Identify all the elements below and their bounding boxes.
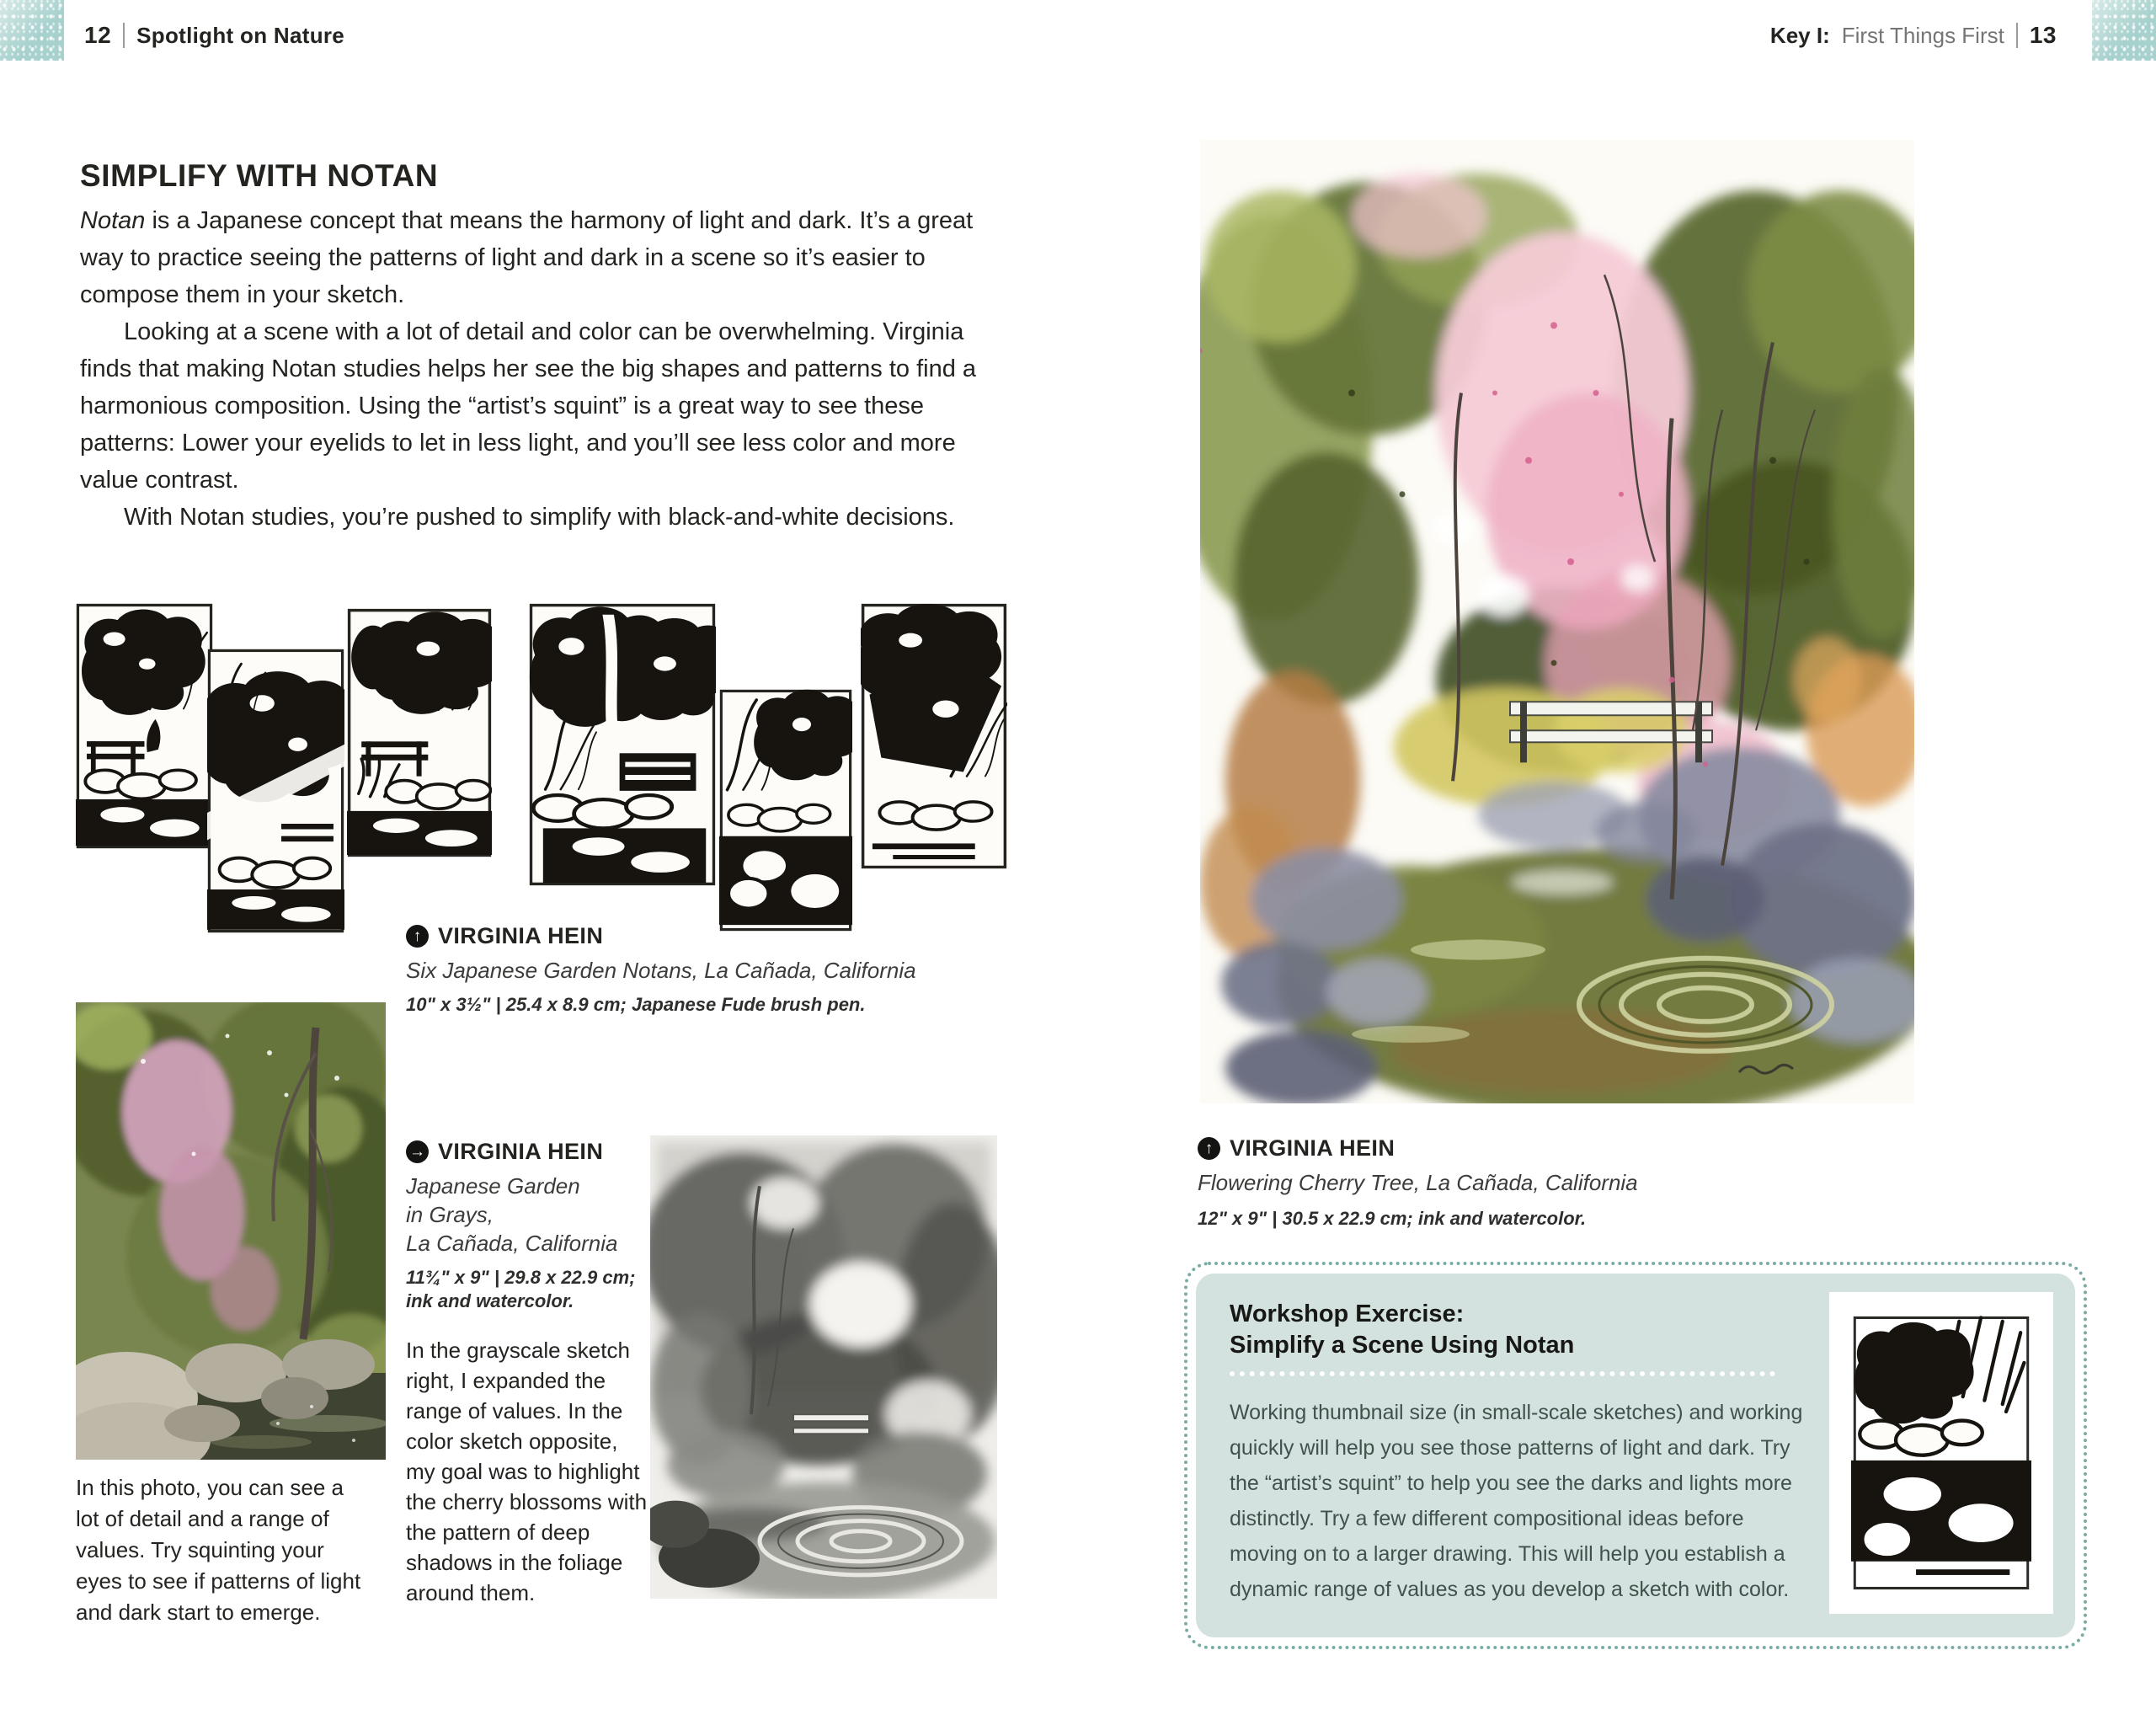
workshop-exercise-box bbox=[1184, 1262, 2087, 1649]
artist-name: VIRGINIA HEIN bbox=[438, 923, 604, 948]
direction-right-icon: → bbox=[406, 1140, 429, 1163]
workshop-notan-thumbnail bbox=[1829, 1292, 2053, 1614]
japanese-garden-photo bbox=[76, 1002, 386, 1460]
workshop-box-background bbox=[1196, 1274, 2075, 1637]
intro-paragraph-3: With Notan studies, you’re pushed to simplify with black-and-white decisions. bbox=[124, 504, 955, 531]
book-section-title: Spotlight on Nature bbox=[136, 22, 345, 48]
notan-thumbnail-6 bbox=[861, 603, 1007, 869]
artwork-specs-line: ink and watercolor. bbox=[406, 1290, 574, 1311]
cherry-tree-painting bbox=[1200, 140, 1914, 1103]
caption-note: In the grayscale sketch right, I expanded the range of values. In the color sketch opposite, my goal was to highlight the cherry blossoms with the pattern of deep shadows in the foliage around them. bbox=[406, 1338, 648, 1605]
corner-watercolor-swatch-right bbox=[2092, 0, 2156, 61]
artwork-specs: 12" x 9" | 30.5 x 22.9 cm; ink and watercolor. bbox=[1198, 1208, 1587, 1229]
notan-thumbnail-4 bbox=[529, 603, 716, 886]
artwork-caption-notans bbox=[406, 923, 916, 1017]
grayscale-sketch bbox=[650, 1135, 997, 1599]
running-header-left bbox=[84, 22, 344, 49]
workshop-body: Working thumbnail size (in small-scale sketches) and working quickly will help you see those patterns of light and dark. Try the “artist’s squint” to help you see the darks and lights more distinctly. Try a few different compositional ideas before moving on to a larger drawing. This will help you establish a dynamic range of values as you develop a sketch with color. bbox=[1230, 1401, 1803, 1601]
intro-paragraph-2: Looking at a scene with a lot of detail and color can be overwhelming. Virginia finds that making Notan studies helps her see the big shapes and patterns to find a harmonious composition. Using the “artist’s squint” is a great way to see these patterns: Lower your eyelids to let in less light, and you’ll see less color and more value contrast. bbox=[80, 318, 977, 494]
chapter-key-label: Key I: bbox=[1769, 22, 1830, 48]
section-heading: SIMPLIFY WITH NOTAN bbox=[80, 158, 439, 193]
corner-watercolor-swatch-left bbox=[0, 0, 64, 61]
chapter-title: First Things First bbox=[1841, 22, 2004, 48]
direction-up-icon: ↑ bbox=[406, 925, 429, 948]
artwork-specs: 10" x 3½" | 25.4 x 8.9 cm; Japanese Fude brush pen. bbox=[406, 994, 866, 1015]
artwork-title: Flowering Cherry Tree, La Cañada, California bbox=[1198, 1170, 1638, 1195]
photo-note: In this photo, you can see a lot of detail and a range of values. Try squinting your eyes to see if patterns of light and dark start to emerge. bbox=[76, 1475, 361, 1625]
workshop-heading-line-1: Workshop Exercise: bbox=[1230, 1300, 1465, 1327]
notan-thumbnail-5 bbox=[719, 689, 852, 932]
intro-text bbox=[80, 202, 985, 536]
page-number-left: 12 bbox=[84, 22, 112, 48]
dotted-separator bbox=[1230, 1371, 1775, 1376]
notan-thumbnail-1 bbox=[76, 603, 213, 849]
artwork-title-line: La Cañada, California bbox=[406, 1231, 618, 1256]
notan-thumbnail-2 bbox=[207, 649, 344, 933]
artwork-title-line: Japanese Garden bbox=[406, 1173, 580, 1199]
workshop-heading-line-2: Simplify a Scene Using Notan bbox=[1230, 1332, 1575, 1359]
artist-name: VIRGINIA HEIN bbox=[438, 1139, 604, 1164]
notan-thumbnail-3 bbox=[347, 608, 492, 857]
header-divider bbox=[123, 23, 125, 48]
running-header-right bbox=[1770, 22, 2057, 49]
intro-paragraph-1: Notan is a Japanese concept that means the harmony of light and dark. It’s a great way to practice seeing the patterns of light and dark in a scene so it’s easier to compose them in your sketch. bbox=[80, 207, 974, 308]
header-divider bbox=[2016, 23, 2018, 48]
page-number-right: 13 bbox=[2029, 22, 2057, 48]
artist-name: VIRGINIA HEIN bbox=[1230, 1135, 1396, 1161]
artwork-caption-cherry bbox=[1198, 1135, 1638, 1231]
artwork-title: Six Japanese Garden Notans, La Cañada, California bbox=[406, 958, 916, 983]
artwork-title-line: in Grays, bbox=[406, 1202, 494, 1227]
artwork-caption-grays bbox=[406, 1139, 659, 1608]
artwork-specs-line: 11¾" x 9" | 29.8 x 22.9 cm; bbox=[406, 1267, 636, 1288]
notan-italic-lead: Notan bbox=[80, 207, 146, 234]
direction-up-icon: ↑ bbox=[1198, 1137, 1220, 1160]
